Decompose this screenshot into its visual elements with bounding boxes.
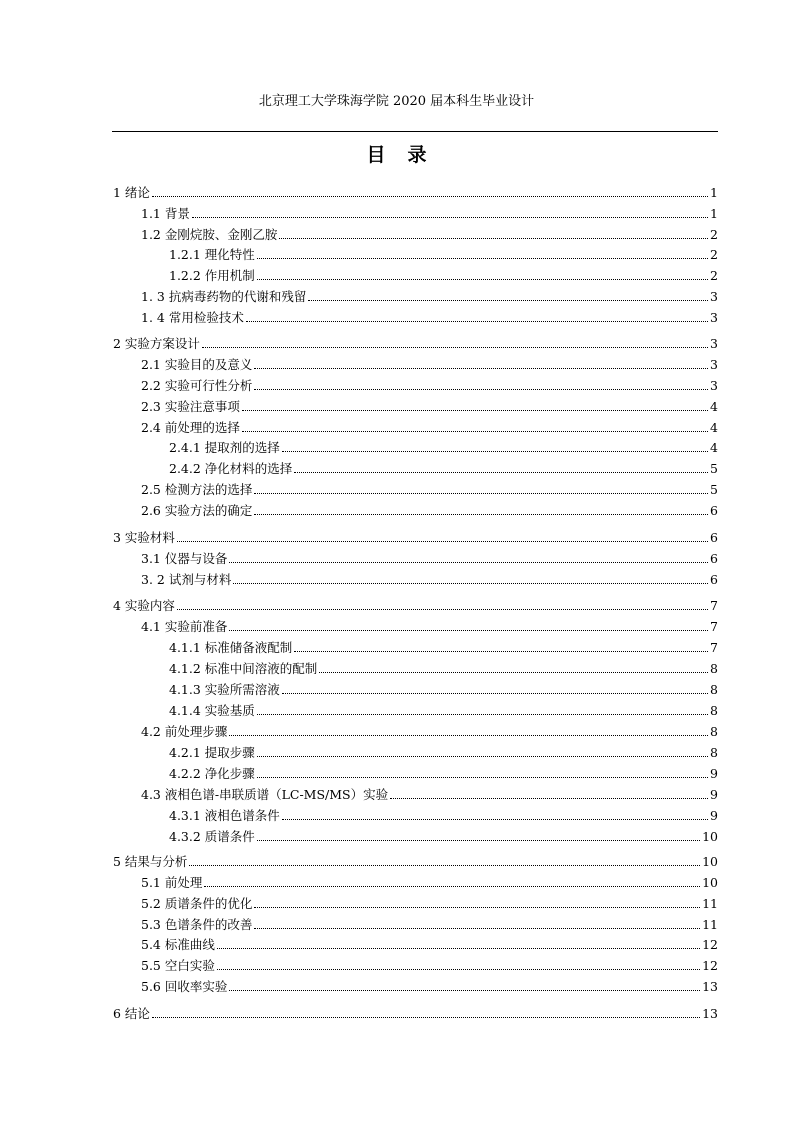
dot-leader: [294, 651, 708, 652]
toc-entry[interactable]: [169, 264, 718, 284]
dot-leader: [152, 1017, 700, 1018]
dot-leader: [202, 347, 708, 348]
toc-entry[interactable]: [169, 457, 718, 477]
toc-entry-label: 1.2.2 作用机制: [169, 268, 255, 283]
dot-leader: [257, 777, 708, 778]
toc-entry-page: 13: [702, 1006, 718, 1021]
toc-entry[interactable]: [169, 699, 718, 719]
toc-entry-page: 3: [710, 336, 718, 351]
toc-entry-label: 4.1.1 标准储备液配制: [169, 640, 293, 655]
toc-entry-page: 7: [710, 640, 718, 655]
dot-leader: [257, 279, 708, 280]
toc-entry[interactable]: [141, 202, 718, 222]
toc-entry-label: 2.4 前处理的选择: [141, 420, 240, 435]
toc-entry-label: 2.2 实验可行性分析: [141, 378, 253, 393]
toc-entry-page: 2: [710, 227, 718, 242]
toc-entry-page: 7: [710, 619, 718, 634]
toc-entry-label: 4.1 实验前准备: [141, 619, 228, 634]
dot-leader: [282, 819, 708, 820]
toc-entry-page: 13: [702, 979, 718, 994]
toc-entry-page: 9: [710, 766, 718, 781]
toc-entry-page: 2: [710, 247, 718, 262]
toc-entry-label: 2.4.2 净化材料的选择: [169, 461, 293, 476]
toc-entry-label: 4.3.2 质谱条件: [169, 829, 255, 844]
dot-leader: [282, 693, 708, 694]
toc-entry-page: 8: [710, 703, 718, 718]
toc-entry-label: 4.1.3 实验所需溶液: [169, 682, 280, 697]
toc-entry[interactable]: [141, 720, 718, 740]
toc-entry[interactable]: [169, 741, 718, 761]
toc-entry-label: 1.2 金刚烷胺、金刚乙胺: [141, 227, 278, 242]
toc-entry-page: 8: [710, 682, 718, 697]
toc-entry-label: 4.2.1 提取步骤: [169, 745, 255, 760]
toc-entry-page: 5: [710, 461, 718, 476]
toc-entry[interactable]: [141, 615, 718, 635]
toc-entry-page: 1: [710, 206, 718, 221]
dot-leader: [204, 886, 700, 887]
dot-leader: [229, 630, 708, 631]
toc-entry[interactable]: [141, 975, 718, 995]
toc-entry-page: 8: [710, 661, 718, 676]
toc-entry[interactable]: [169, 804, 718, 824]
dot-leader: [254, 907, 700, 908]
toc-entry-label: 4.1.4 实验基质: [169, 703, 255, 718]
toc-entry-page: 7: [710, 598, 718, 613]
toc-entry[interactable]: [141, 933, 718, 953]
toc-entry-page: 10: [702, 854, 718, 869]
toc-entry-page: 12: [702, 958, 718, 973]
toc-entry[interactable]: [141, 871, 718, 891]
toc-entry[interactable]: [113, 181, 718, 201]
dot-leader: [242, 410, 708, 411]
dot-leader: [189, 865, 700, 866]
toc-entry-label: 5 结果与分析: [113, 854, 188, 869]
toc-entry-page: 9: [710, 787, 718, 802]
dot-leader: [229, 990, 700, 991]
dot-leader: [254, 928, 700, 929]
toc-entry-label: 1.1 背景: [141, 206, 190, 221]
page-header: 北京理工大学珠海学院 2020 届本科生毕业设计: [258, 94, 535, 109]
dot-leader: [152, 196, 708, 197]
toc-entry[interactable]: [169, 825, 718, 845]
toc-entry-label: 6 结论: [113, 1006, 150, 1021]
toc-entry[interactable]: [113, 1002, 718, 1022]
toc-entry[interactable]: [169, 436, 718, 456]
toc-entry-page: 4: [710, 399, 718, 414]
toc-entry-label: 4.3 液相色谱-串联质谱（LC-MS/MS）实验: [141, 787, 389, 802]
dot-leader: [319, 672, 708, 673]
toc-entry-label: 3.1 仪器与设备: [141, 551, 228, 566]
toc-entry[interactable]: [141, 416, 718, 436]
toc-entry-label: 1. 3 抗病毒药物的代谢和残留: [141, 289, 307, 304]
dot-leader: [279, 238, 708, 239]
toc-entry-page: 4: [710, 420, 718, 435]
toc-entry-label: 2.4.1 提取剂的选择: [169, 440, 280, 455]
dot-leader: [233, 583, 708, 584]
toc-entry[interactable]: [141, 395, 718, 415]
dot-leader: [177, 609, 708, 610]
toc-entry-label: 2.3 实验注意事项: [141, 399, 240, 414]
toc-entry-page: 6: [710, 503, 718, 518]
dot-leader: [254, 493, 708, 494]
toc-entry-page: 3: [710, 310, 718, 325]
toc-entry[interactable]: [141, 913, 718, 933]
toc-entry[interactable]: [141, 547, 718, 567]
toc-entry[interactable]: [141, 954, 718, 974]
dot-leader: [257, 756, 708, 757]
toc-entry[interactable]: [113, 594, 718, 614]
toc-entry-label: 2.5 检测方法的选择: [141, 482, 253, 497]
toc-entry-label: 4.2.2 净化步骤: [169, 766, 255, 781]
toc-entry-page: 8: [710, 745, 718, 760]
toc-entry-label: 4.3.1 液相色谱条件: [169, 808, 280, 823]
dot-leader: [242, 431, 708, 432]
toc-entry-label: 4.1.2 标准中间溶液的配制: [169, 661, 318, 676]
toc-entry[interactable]: [141, 499, 718, 519]
dot-leader: [217, 948, 700, 949]
toc-entry-label: 3. 2 试剂与材料: [141, 572, 232, 587]
toc-entry[interactable]: [141, 568, 718, 588]
toc-entry-page: 6: [710, 530, 718, 545]
toc-entry-label: 4.2 前处理步骤: [141, 724, 228, 739]
toc-entry[interactable]: [141, 374, 718, 394]
dot-leader: [257, 258, 708, 259]
toc-entry[interactable]: [169, 243, 718, 263]
toc-entry-page: 11: [702, 896, 718, 911]
toc-entry-label: 5.5 空白实验: [141, 958, 215, 973]
toc-entry-page: 3: [710, 378, 718, 393]
toc-entry-page: 12: [702, 937, 718, 952]
toc-entry-label: 4 实验内容: [113, 598, 175, 613]
dot-leader: [390, 798, 708, 799]
toc-entry-label: 5.1 前处理: [141, 875, 203, 890]
toc-entry-label: 5.3 色谱条件的改善: [141, 917, 253, 932]
toc-entry-page: 9: [710, 808, 718, 823]
toc-entry-page: 6: [710, 572, 718, 587]
toc-entry-page: 3: [710, 289, 718, 304]
toc-entry[interactable]: [169, 657, 718, 677]
toc-entry[interactable]: [169, 636, 718, 656]
toc-entry[interactable]: [141, 783, 718, 803]
toc-entry[interactable]: [141, 478, 718, 498]
toc-entry[interactable]: [141, 285, 718, 305]
toc-entry-page: 8: [710, 724, 718, 739]
toc-entry-label: 5.2 质谱条件的优化: [141, 896, 253, 911]
toc-entry[interactable]: [113, 332, 718, 352]
toc-entry-label: 5.4 标准曲线: [141, 937, 215, 952]
toc-entry[interactable]: [141, 353, 718, 373]
toc-entry-label: 2.1 实验目的及意义: [141, 357, 253, 372]
toc-entry[interactable]: [169, 762, 718, 782]
dot-leader: [257, 840, 700, 841]
toc-entry-label: 3 实验材料: [113, 530, 175, 545]
dot-leader: [308, 300, 708, 301]
dot-leader: [229, 735, 708, 736]
toc-title: 目录: [366, 144, 449, 166]
dot-leader: [254, 389, 708, 390]
toc-entry-page: 10: [702, 829, 718, 844]
toc-entry[interactable]: [169, 678, 718, 698]
toc-entry[interactable]: [141, 223, 718, 243]
toc-entry-label: 2 实验方案设计: [113, 336, 200, 351]
toc-entry[interactable]: [141, 306, 718, 326]
dot-leader: [217, 969, 700, 970]
toc-entry-page: 4: [710, 440, 718, 455]
toc-entry-page: 2: [710, 268, 718, 283]
toc-entry[interactable]: [113, 850, 718, 870]
dot-leader: [257, 714, 708, 715]
dot-leader: [254, 368, 708, 369]
dot-leader: [282, 451, 708, 452]
dot-leader: [246, 321, 708, 322]
toc-entry[interactable]: [141, 892, 718, 912]
dot-leader: [192, 217, 708, 218]
toc-entry-label: 1. 4 常用检验技术: [141, 310, 244, 325]
dot-leader: [229, 562, 708, 563]
toc-entry-page: 10: [702, 875, 718, 890]
dot-leader: [254, 514, 708, 515]
dot-leader: [177, 541, 708, 542]
dot-leader: [294, 472, 708, 473]
toc-entry-page: 1: [710, 185, 718, 200]
toc-entry-page: 6: [710, 551, 718, 566]
toc-entry-page: 5: [710, 482, 718, 497]
toc-entry-label: 2.6 实验方法的确定: [141, 503, 253, 518]
toc-entry-label: 1.2.1 理化特性: [169, 247, 255, 262]
toc-entry-page: 3: [710, 357, 718, 372]
toc-entry-label: 5.6 回收率实验: [141, 979, 228, 994]
toc-entry-page: 11: [702, 917, 718, 932]
toc-entry[interactable]: [113, 526, 718, 546]
toc-entry-label: 1 绪论: [113, 185, 150, 200]
